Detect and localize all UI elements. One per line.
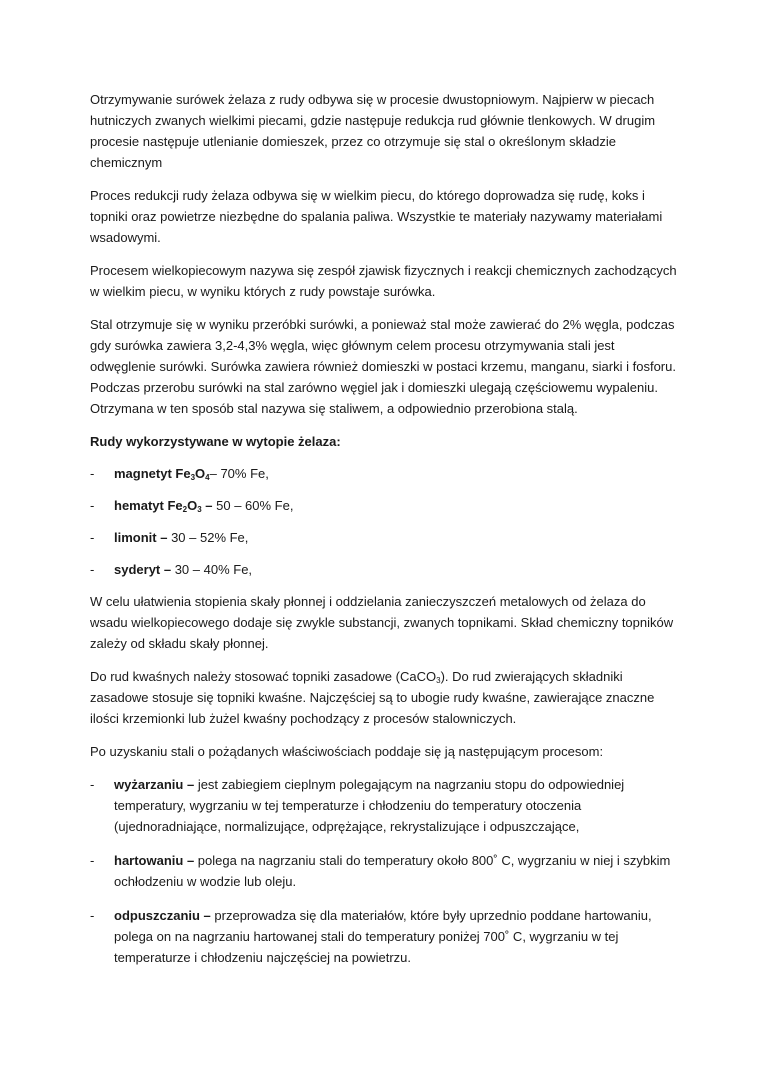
list-item — [90, 559, 680, 580]
paragraph-blast-furnace: Proces redukcji rudy żelaza odbywa się w wielkim piecu, do którego doprowadza się rudę, koks i topniki oraz powietrze niezbędne do spalania paliwa. Wszystkie te materiały nazywamy materiałami wsadowymi. — [90, 188, 663, 245]
list-dash: - — [90, 530, 95, 545]
process-description: jest zabiegiem cieplnym polegającym na nagrzaniu stopu do odpowiedniej temperatury, wygrzaniu w tej temperaturze i chłodzeniu do temperatury otoczenia (ujednoradniające, normalizujące, odprężające, rekrystalizujące i odpuszczające, — [114, 777, 625, 834]
ores-list — [90, 463, 680, 580]
list-dash: - — [90, 466, 95, 481]
list-item — [90, 850, 680, 892]
list-item — [90, 527, 680, 548]
ore-content: 30 – 52% Fe, — [167, 530, 249, 545]
list-item — [90, 905, 680, 968]
ore-content: 50 – 60% Fe, — [212, 498, 294, 513]
list-item — [90, 774, 680, 837]
paragraph-processes-intro: Po uzyskaniu stali o pożądanych właściwościach poddaje się ją następującym procesom: — [90, 744, 604, 759]
paragraph-blast-furnace-process: Procesem wielkopiecowym nazywa się zespół zjawisk fizycznych i reakcji chemicznych zachodzących w wielkim piecu, w wyniku których z rudy powstaje surówka. — [90, 263, 677, 299]
ore-name: magnetyt $Fe_3O_4$ — [114, 466, 210, 482]
processes-list — [90, 774, 680, 968]
ore-name: hematyt $Fe_2O_3$ – — [114, 498, 213, 514]
list-item — [90, 495, 680, 516]
list-dash: - — [90, 777, 95, 792]
list-dash: - — [90, 908, 95, 923]
paragraph-fluxes: W celu ułatwienia stopienia skały płonnej i oddzielania zanieczyszczeń metalowych od żelaza do wsadu wielkopiecowego dodaje się zwykle substancji, zwanych topnikami. Skład chemiczny topników zależy od składu skały płonnej. — [90, 594, 674, 651]
list-dash: - — [90, 853, 95, 868]
list-dash: - — [90, 562, 95, 577]
process-description: polega na nagrzaniu stali do temperatury około 800˚ C, wygrzaniu w niej i szybkim ochłodzeniu w wodzie lub oleju. — [114, 853, 671, 889]
ore-content: – 70% Fe, — [209, 466, 269, 481]
paragraph-steel-production: Stal otrzymuje się w wyniku przeróbki surówki, a ponieważ stal może zawierać do 2% węgla, podczas gdy surówka zawiera 3,2-4,3% węgla, więc głównym celem procesu otrzymywania stali jest odwęglenie surówki. Surówka zawiera również domieszki w postaci krzemu, manganu, siarki i fosforu. Podczas przerobu surówki na stal zarówno węgiel jak i domieszki ulegają częściowemu wypaleniu. Otrzymana w ten sposób stal nazywa się staliwem, a odpowiednio przerobiona stalą. — [90, 317, 676, 416]
ores-heading: Rudy wykorzystywane w wytopie żelaza: — [90, 434, 341, 449]
list-dash: - — [90, 498, 95, 513]
ore-content: 30 – 40% Fe, — [171, 562, 253, 577]
ore-name: limonit – — [114, 530, 168, 545]
process-name: hartowaniu – — [114, 853, 195, 868]
list-item — [90, 463, 680, 484]
process-description: przeprowadza się dla materiałów, które były uprzednio poddane hartowaniu, polega on na nagrzaniu hartowanej stali do temperatury poniżej 700˚ C, wygrzaniu w tej temperaturze i chłodzeniu najczęściej na powietrzu. — [114, 908, 652, 965]
process-name: odpuszczaniu – — [114, 908, 211, 923]
process-name: wyżarzaniu – — [114, 777, 195, 792]
paragraph-acid-ores: Do rud kwaśnych należy stosować topniki zasadowe (CaCO$_3$). Do rud zwierających składniki zasadowe stosuje się topniki kwaśne. Najczęściej są to ubogie rudy kwaśne, zawierające znaczne ilości krzemionki lub żużel kwaśny pochodzący z procesów stalowniczych. — [90, 669, 655, 726]
ore-name: syderyt – — [114, 562, 172, 577]
paragraph-intro: Otrzymywanie surówek żelaza z rudy odbywa się w procesie dwustopniowym. Najpierw w piecach hutniczych zwanych wielkimi piecami, gdzie następuje redukcja rud głównie tlenkowych. W drugim procesie następuje utlenianie domieszek, przez co otrzymuje się stal o określonym składzie chemicznym — [90, 92, 656, 170]
document-body — [90, 89, 680, 981]
